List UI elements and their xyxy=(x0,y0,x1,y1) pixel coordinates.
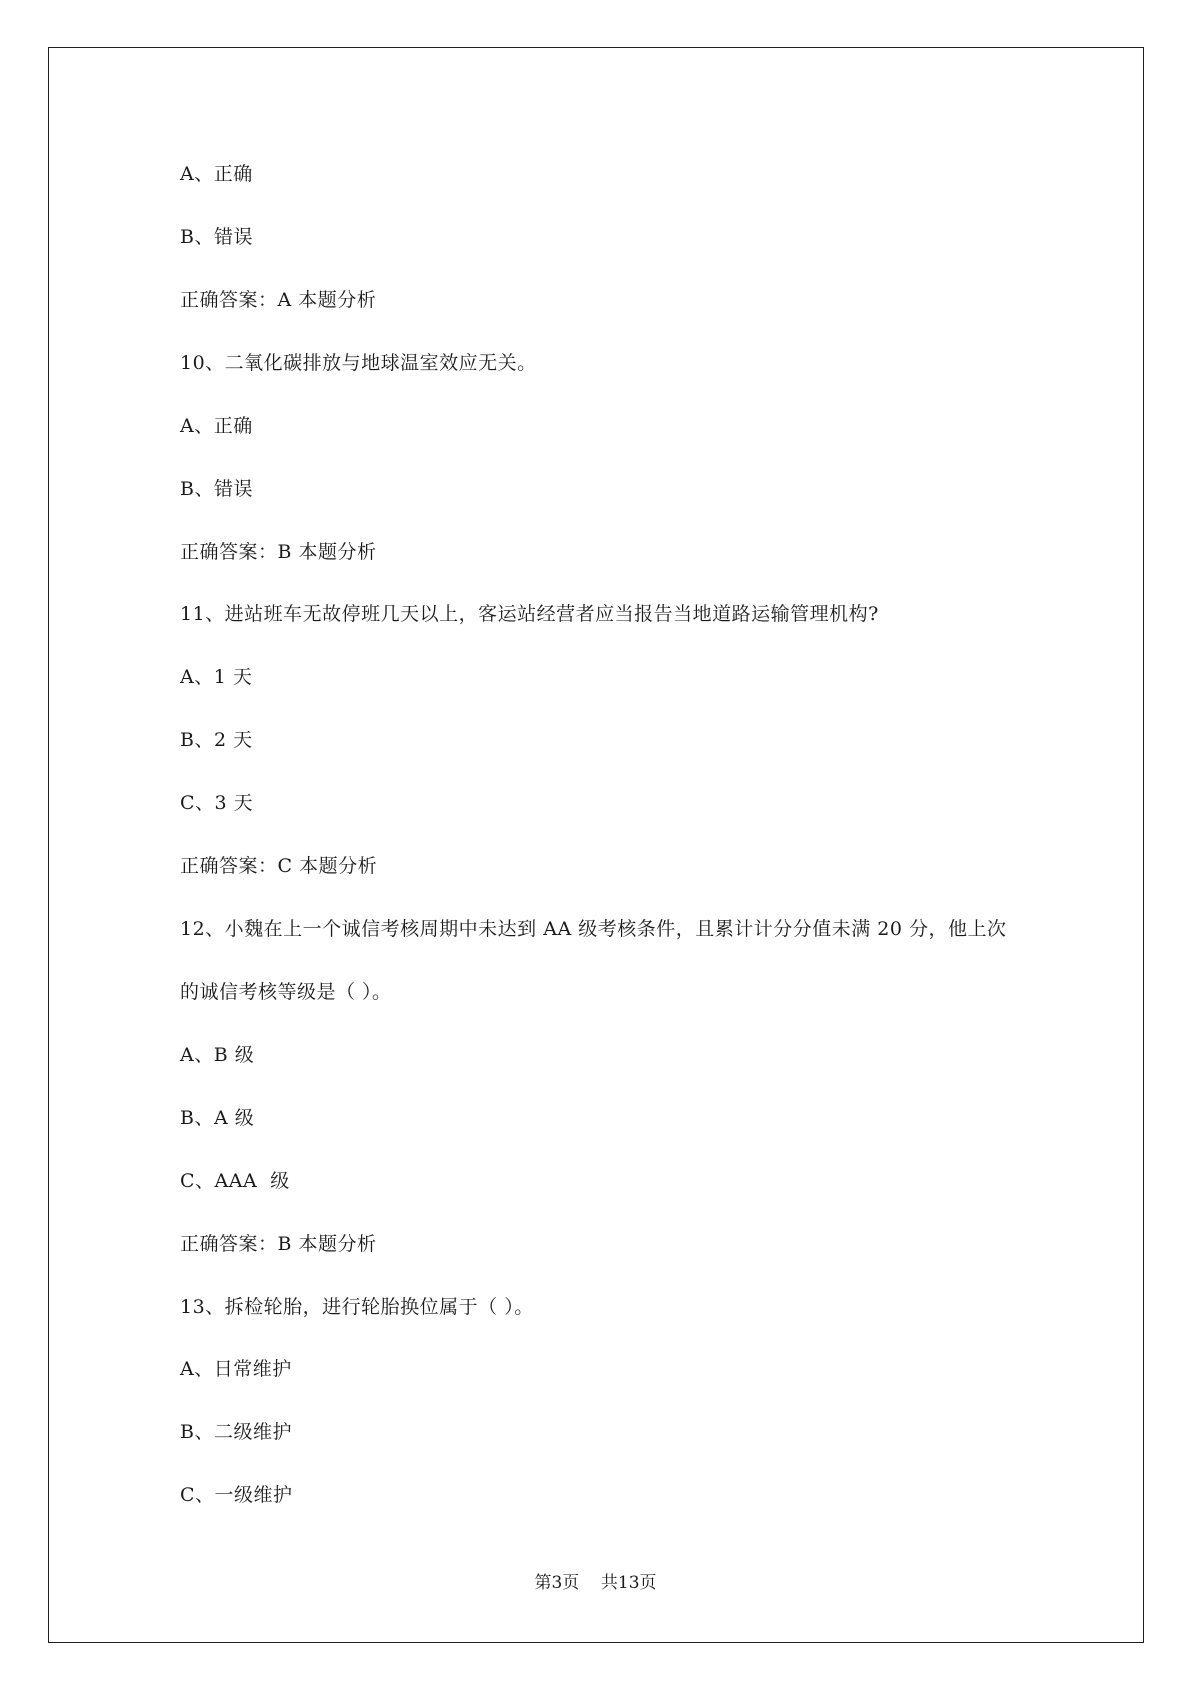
q9-option-b: B、错误 xyxy=(180,226,253,248)
q12-option-c: C、AAA 级 xyxy=(180,1170,290,1192)
q13-option-a: A、日常维护 xyxy=(180,1358,292,1380)
q11-option-b: B、2 天 xyxy=(180,729,253,751)
q10-option-b: B、错误 xyxy=(180,478,253,500)
q12-question-line1: 12、小魏在上一个诚信考核周期中未达到 AA 级考核条件，且累计计分分值未满 20 分，他上次 xyxy=(180,918,1007,940)
q12-option-b: B、A 级 xyxy=(180,1107,255,1129)
q9-option-a: A、正确 xyxy=(180,163,253,185)
q10-option-a: A、正确 xyxy=(180,415,253,437)
q11-answer: 正确答案：C 本题分析 xyxy=(180,855,378,877)
page-number-footer: 第3页 共13页 xyxy=(534,1573,657,1593)
q13-option-c: C、一级维护 xyxy=(180,1484,293,1506)
q10-question: 10、二氧化碳排放与地球温室效应无关。 xyxy=(180,352,537,374)
q11-option-a: A、1 天 xyxy=(180,666,253,688)
q10-answer: 正确答案：B 本题分析 xyxy=(180,541,377,563)
q13-question: 13、拆检轮胎，进行轮胎换位属于（ ）。 xyxy=(180,1296,534,1318)
q11-option-c: C、3 天 xyxy=(180,792,254,814)
q12-answer: 正确答案：B 本题分析 xyxy=(180,1233,377,1255)
q12-question-line2: 的诚信考核等级是（ ）。 xyxy=(180,981,392,1003)
page-border xyxy=(48,47,1144,1643)
q11-question: 11、进站班车无故停班几天以上，客运站经营者应当报告当地道路运输管理机构? xyxy=(180,603,879,625)
q13-option-b: B、二级维护 xyxy=(180,1421,292,1443)
q9-answer: 正确答案：A 本题分析 xyxy=(180,289,377,311)
q12-option-a: A、B 级 xyxy=(180,1044,255,1066)
